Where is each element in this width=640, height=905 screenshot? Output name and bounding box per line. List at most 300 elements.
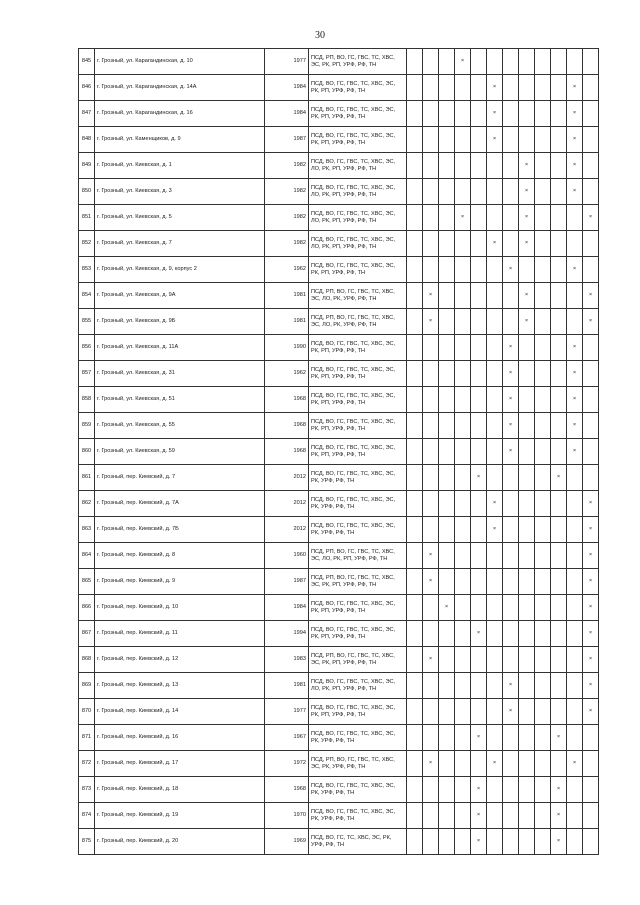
work-mark-cell	[567, 517, 583, 543]
work-mark-cell	[503, 257, 519, 283]
work-mark-cell	[551, 205, 567, 231]
works-list-cell: ПСД, ВО, ГС, ГВС, ТС, ХВС, ЭС, ЛО, РК, РП, УРФ, РФ, ТН	[309, 179, 407, 205]
work-mark-cell	[503, 361, 519, 387]
table-row	[79, 205, 599, 231]
page-number: 30	[315, 30, 325, 41]
work-mark-cell	[423, 49, 439, 75]
works-list-cell: ПСД, ВО, ГС, ГВС, ТС, ХВС, ЭС, РК, РП, УРФ, РФ, ТН	[309, 595, 407, 621]
work-mark-cell	[471, 205, 487, 231]
work-mark-cell	[439, 179, 455, 205]
checkmark-x-icon: ×	[588, 526, 593, 533]
address-cell: г. Грозный, пер. Киевский, д. 16	[95, 725, 265, 751]
address-cell: г. Грозный, пер. Киевский, д. 7Б	[95, 517, 265, 543]
work-mark-cell	[551, 699, 567, 725]
checkmark-x-icon: ×	[508, 448, 513, 455]
work-mark-cell	[487, 595, 503, 621]
works-list-cell: ПСД, ВО, ГС, ГВС, ТС, ХВС, ЭС, РК, УРФ, РФ, ТН	[309, 517, 407, 543]
year-cell: 1984	[265, 75, 309, 101]
work-mark-cell	[519, 283, 535, 309]
work-mark-cell	[423, 153, 439, 179]
work-mark-cell	[407, 829, 423, 855]
work-mark-cell	[551, 829, 567, 855]
work-mark-cell	[583, 725, 599, 751]
table-row	[79, 595, 599, 621]
work-mark-cell	[519, 751, 535, 777]
work-mark-cell	[407, 335, 423, 361]
work-mark-cell	[455, 205, 471, 231]
row-number-cell: 850	[79, 179, 95, 205]
work-mark-cell	[439, 621, 455, 647]
work-mark-cell	[487, 49, 503, 75]
address-cell: г. Грозный, ул. Киевская, д. 59	[95, 439, 265, 465]
work-mark-cell	[519, 543, 535, 569]
work-mark-cell	[439, 101, 455, 127]
checkmark-x-icon: ×	[572, 162, 577, 169]
year-cell: 1987	[265, 127, 309, 153]
works-list-cell: ПСД, ВО, ГС, ГВС, ТС, ХВС, ЭС, ЛО, РК, РП, УРФ, РФ, ТН	[309, 673, 407, 699]
work-mark-cell	[439, 127, 455, 153]
work-mark-cell	[471, 699, 487, 725]
work-mark-cell	[535, 465, 551, 491]
work-mark-cell	[455, 101, 471, 127]
table-row	[79, 647, 599, 673]
work-mark-cell	[471, 465, 487, 491]
work-mark-cell	[551, 803, 567, 829]
checkmark-x-icon: ×	[476, 812, 481, 819]
work-mark-cell	[487, 257, 503, 283]
work-mark-cell	[567, 595, 583, 621]
checkmark-x-icon: ×	[572, 110, 577, 117]
row-number-cell: 846	[79, 75, 95, 101]
work-mark-cell	[583, 699, 599, 725]
work-mark-cell	[439, 777, 455, 803]
housing-register-table	[78, 48, 599, 855]
table-row	[79, 49, 599, 75]
work-mark-cell	[583, 465, 599, 491]
work-mark-cell	[583, 75, 599, 101]
work-mark-cell	[471, 361, 487, 387]
work-mark-cell	[487, 179, 503, 205]
work-mark-cell	[487, 205, 503, 231]
work-mark-cell	[423, 101, 439, 127]
work-mark-cell	[567, 179, 583, 205]
checkmark-x-icon: ×	[428, 552, 433, 559]
work-mark-cell	[519, 387, 535, 413]
checkmark-x-icon: ×	[524, 188, 529, 195]
address-cell: г. Грозный, ул. Киевская, д. 55	[95, 413, 265, 439]
work-mark-cell	[471, 439, 487, 465]
work-mark-cell	[407, 101, 423, 127]
year-cell: 1981	[265, 309, 309, 335]
work-mark-cell	[439, 283, 455, 309]
works-list-cell: ПСД, ВО, ГС, ГВС, ТС, ХВС, ЭС, РК, РП, УРФ, РФ, ТН	[309, 413, 407, 439]
work-mark-cell	[423, 179, 439, 205]
work-mark-cell	[439, 517, 455, 543]
work-mark-cell	[583, 361, 599, 387]
work-mark-cell	[567, 101, 583, 127]
work-mark-cell	[503, 803, 519, 829]
checkmark-x-icon: ×	[428, 292, 433, 299]
work-mark-cell	[455, 673, 471, 699]
work-mark-cell	[455, 829, 471, 855]
work-mark-cell	[551, 179, 567, 205]
row-number-cell: 845	[79, 49, 95, 75]
checkmark-x-icon: ×	[588, 500, 593, 507]
work-mark-cell	[487, 309, 503, 335]
checkmark-x-icon: ×	[572, 396, 577, 403]
work-mark-cell	[439, 803, 455, 829]
work-mark-cell	[487, 751, 503, 777]
work-mark-cell	[583, 647, 599, 673]
work-mark-cell	[471, 569, 487, 595]
year-cell: 1968	[265, 439, 309, 465]
work-mark-cell	[519, 413, 535, 439]
work-mark-cell	[583, 153, 599, 179]
address-cell: г. Грозный, пер. Киевский, д. 18	[95, 777, 265, 803]
row-number-cell: 870	[79, 699, 95, 725]
work-mark-cell	[567, 491, 583, 517]
work-mark-cell	[567, 699, 583, 725]
checkmark-x-icon: ×	[476, 786, 481, 793]
work-mark-cell	[519, 647, 535, 673]
work-mark-cell	[535, 647, 551, 673]
checkmark-x-icon: ×	[572, 422, 577, 429]
work-mark-cell	[471, 725, 487, 751]
work-mark-cell	[407, 803, 423, 829]
work-mark-cell	[407, 751, 423, 777]
address-cell: г. Грозный, ул. Киевская, д. 5	[95, 205, 265, 231]
work-mark-cell	[519, 257, 535, 283]
checkmark-x-icon: ×	[460, 214, 465, 221]
works-list-cell: ПСД, ВО, ГС, ГВС, ТС, ХВС, ЭС, ЛО, РК, РП, УРФ, РФ, ТН	[309, 231, 407, 257]
year-cell: 1968	[265, 413, 309, 439]
work-mark-cell	[535, 49, 551, 75]
row-number-cell: 875	[79, 829, 95, 855]
work-mark-cell	[535, 621, 551, 647]
work-mark-cell	[567, 387, 583, 413]
work-mark-cell	[407, 49, 423, 75]
checkmark-x-icon: ×	[524, 214, 529, 221]
checkmark-x-icon: ×	[428, 318, 433, 325]
checkmark-x-icon: ×	[492, 240, 497, 247]
work-mark-cell	[519, 595, 535, 621]
work-mark-cell	[583, 49, 599, 75]
work-mark-cell	[471, 491, 487, 517]
work-mark-cell	[407, 543, 423, 569]
table-row	[79, 465, 599, 491]
work-mark-cell	[551, 101, 567, 127]
work-mark-cell	[487, 127, 503, 153]
work-mark-cell	[535, 387, 551, 413]
works-list-cell: ПСД, РП, ВО, ГС, ГВС, ТС, ХВС, ЭС, РК, РП, УРФ, РФ, ТН	[309, 49, 407, 75]
checkmark-x-icon: ×	[572, 136, 577, 143]
checkmark-x-icon: ×	[572, 370, 577, 377]
work-mark-cell	[471, 127, 487, 153]
table-row	[79, 231, 599, 257]
work-mark-cell	[439, 205, 455, 231]
work-mark-cell	[471, 621, 487, 647]
checkmark-x-icon: ×	[588, 292, 593, 299]
work-mark-cell	[487, 439, 503, 465]
works-list-cell: ПСД, РП, ВО, ГС, ГВС, ТС, ХВС, ЭС, РК, УРФ, РФ, ТН	[309, 751, 407, 777]
work-mark-cell	[487, 647, 503, 673]
work-mark-cell	[503, 127, 519, 153]
row-number-cell: 865	[79, 569, 95, 595]
work-mark-cell	[503, 205, 519, 231]
work-mark-cell	[551, 153, 567, 179]
row-number-cell: 851	[79, 205, 95, 231]
work-mark-cell	[455, 777, 471, 803]
work-mark-cell	[439, 829, 455, 855]
work-mark-cell	[455, 491, 471, 517]
work-mark-cell	[407, 153, 423, 179]
row-number-cell: 863	[79, 517, 95, 543]
work-mark-cell	[407, 75, 423, 101]
work-mark-cell	[471, 387, 487, 413]
checkmark-x-icon: ×	[588, 318, 593, 325]
work-mark-cell	[407, 491, 423, 517]
work-mark-cell	[423, 673, 439, 699]
year-cell: 1972	[265, 751, 309, 777]
checkmark-x-icon: ×	[572, 188, 577, 195]
work-mark-cell	[455, 179, 471, 205]
work-mark-cell	[519, 153, 535, 179]
work-mark-cell	[407, 179, 423, 205]
work-mark-cell	[583, 673, 599, 699]
table-row	[79, 803, 599, 829]
work-mark-cell	[535, 439, 551, 465]
work-mark-cell	[503, 777, 519, 803]
work-mark-cell	[503, 231, 519, 257]
work-mark-cell	[407, 621, 423, 647]
works-list-cell: ПСД, ВО, ГС, ГВС, ТС, ХВС, ЭС, ЛО, РК, РП, УРФ, РФ, ТН	[309, 153, 407, 179]
row-number-cell: 847	[79, 101, 95, 127]
checkmark-x-icon: ×	[508, 370, 513, 377]
work-mark-cell	[471, 75, 487, 101]
work-mark-cell	[519, 231, 535, 257]
work-mark-cell	[439, 673, 455, 699]
works-list-cell: ПСД, ВО, ГС, ГВС, ТС, ХВС, ЭС, РК, УРФ, РФ, ТН	[309, 465, 407, 491]
table-row	[79, 153, 599, 179]
row-number-cell: 872	[79, 751, 95, 777]
work-mark-cell	[439, 491, 455, 517]
checkmark-x-icon: ×	[508, 422, 513, 429]
works-list-cell: ПСД, ВО, ГС, ГВС, ТС, ХВС, ЭС, РК, РП, УРФ, РФ, ТН	[309, 387, 407, 413]
work-mark-cell	[423, 829, 439, 855]
work-mark-cell	[535, 335, 551, 361]
work-mark-cell	[455, 153, 471, 179]
row-number-cell: 859	[79, 413, 95, 439]
work-mark-cell	[583, 413, 599, 439]
work-mark-cell	[423, 699, 439, 725]
work-mark-cell	[487, 621, 503, 647]
work-mark-cell	[551, 725, 567, 751]
year-cell: 2012	[265, 465, 309, 491]
work-mark-cell	[583, 777, 599, 803]
work-mark-cell	[423, 387, 439, 413]
work-mark-cell	[423, 335, 439, 361]
table-row	[79, 439, 599, 465]
works-list-cell: ПСД, ВО, ГС, ГВС, ТС, ХВС, ЭС, РК, РП, УРФ, РФ, ТН	[309, 439, 407, 465]
work-mark-cell	[551, 231, 567, 257]
work-mark-cell	[455, 309, 471, 335]
work-mark-cell	[519, 205, 535, 231]
checkmark-x-icon: ×	[508, 344, 513, 351]
work-mark-cell	[551, 387, 567, 413]
work-mark-cell	[535, 231, 551, 257]
work-mark-cell	[535, 595, 551, 621]
year-cell: 1983	[265, 647, 309, 673]
works-list-cell: ПСД, ВО, ГС, ТС, ХВС, ЭС, РК, УРФ, РФ, ТН	[309, 829, 407, 855]
work-mark-cell	[503, 751, 519, 777]
address-cell: г. Грозный, ул. Каменщиков, д. 9	[95, 127, 265, 153]
work-mark-cell	[423, 777, 439, 803]
address-cell: г. Грозный, пер. Киевский, д. 19	[95, 803, 265, 829]
work-mark-cell	[487, 153, 503, 179]
work-mark-cell	[487, 491, 503, 517]
work-mark-cell	[503, 309, 519, 335]
work-mark-cell	[455, 127, 471, 153]
checkmark-x-icon: ×	[428, 760, 433, 767]
work-mark-cell	[519, 673, 535, 699]
work-mark-cell	[567, 335, 583, 361]
work-mark-cell	[503, 413, 519, 439]
checkmark-x-icon: ×	[476, 838, 481, 845]
work-mark-cell	[455, 49, 471, 75]
work-mark-cell	[487, 101, 503, 127]
work-mark-cell	[423, 569, 439, 595]
work-mark-cell	[567, 361, 583, 387]
work-mark-cell	[503, 335, 519, 361]
work-mark-cell	[519, 439, 535, 465]
work-mark-cell	[583, 439, 599, 465]
work-mark-cell	[551, 257, 567, 283]
work-mark-cell	[535, 361, 551, 387]
work-mark-cell	[455, 803, 471, 829]
checkmark-x-icon: ×	[588, 656, 593, 663]
works-list-cell: ПСД, ВО, ГС, ГВС, ТС, ХВС, ЭС, РК, УРФ, РФ, ТН	[309, 491, 407, 517]
work-mark-cell	[535, 569, 551, 595]
work-mark-cell	[423, 725, 439, 751]
work-mark-cell	[583, 231, 599, 257]
work-mark-cell	[583, 257, 599, 283]
work-mark-cell	[519, 569, 535, 595]
work-mark-cell	[455, 517, 471, 543]
work-mark-cell	[535, 777, 551, 803]
works-list-cell: ПСД, ВО, ГС, ГВС, ТС, ХВС, ЭС, РК, РП, УРФ, РФ, ТН	[309, 101, 407, 127]
checkmark-x-icon: ×	[588, 604, 593, 611]
work-mark-cell	[567, 803, 583, 829]
work-mark-cell	[535, 543, 551, 569]
address-cell: г. Грозный, пер. Киевский, д. 12	[95, 647, 265, 673]
work-mark-cell	[551, 777, 567, 803]
work-mark-cell	[535, 205, 551, 231]
work-mark-cell	[487, 725, 503, 751]
work-mark-cell	[471, 335, 487, 361]
work-mark-cell	[471, 517, 487, 543]
table-row	[79, 517, 599, 543]
work-mark-cell	[471, 829, 487, 855]
table-row	[79, 127, 599, 153]
work-mark-cell	[583, 205, 599, 231]
work-mark-cell	[455, 751, 471, 777]
address-cell: г. Грозный, ул. Киевская, д. 9А	[95, 283, 265, 309]
checkmark-x-icon: ×	[508, 266, 513, 273]
year-cell: 1962	[265, 257, 309, 283]
checkmark-x-icon: ×	[524, 318, 529, 325]
work-mark-cell	[471, 595, 487, 621]
address-cell: г. Грозный, пер. Киевский, д. 17	[95, 751, 265, 777]
work-mark-cell	[407, 413, 423, 439]
work-mark-cell	[471, 231, 487, 257]
works-list-cell: ПСД, ВО, ГС, ГВС, ТС, ХВС, ЭС, РК, РП, УРФ, РФ, ТН	[309, 621, 407, 647]
checkmark-x-icon: ×	[524, 292, 529, 299]
work-mark-cell	[503, 829, 519, 855]
checkmark-x-icon: ×	[588, 630, 593, 637]
table-row	[79, 179, 599, 205]
work-mark-cell	[487, 231, 503, 257]
work-mark-cell	[407, 595, 423, 621]
work-mark-cell	[503, 439, 519, 465]
work-mark-cell	[567, 257, 583, 283]
works-list-cell: ПСД, ВО, ГС, ГВС, ТС, ХВС, ЭС, ЛО, РК, РП, УРФ, РФ, ТН	[309, 205, 407, 231]
address-cell: г. Грозный, пер. Киевский, д. 14	[95, 699, 265, 725]
work-mark-cell	[439, 413, 455, 439]
work-mark-cell	[583, 309, 599, 335]
work-mark-cell	[551, 413, 567, 439]
row-number-cell: 866	[79, 595, 95, 621]
work-mark-cell	[503, 283, 519, 309]
table-row	[79, 673, 599, 699]
work-mark-cell	[471, 153, 487, 179]
work-mark-cell	[439, 361, 455, 387]
works-list-cell: ПСД, РП, ВО, ГС, ГВС, ТС, ХВС, ЭС, РК, РП, УРФ, РФ, ТН	[309, 569, 407, 595]
work-mark-cell	[583, 283, 599, 309]
work-mark-cell	[407, 725, 423, 751]
address-cell: г. Грозный, пер. Киевский, д. 7	[95, 465, 265, 491]
work-mark-cell	[535, 673, 551, 699]
table-row	[79, 413, 599, 439]
checkmark-x-icon: ×	[460, 58, 465, 65]
year-cell: 1970	[265, 803, 309, 829]
work-mark-cell	[455, 699, 471, 725]
checkmark-x-icon: ×	[556, 474, 561, 481]
works-list-cell: ПСД, ВО, ГС, ГВС, ТС, ХВС, ЭС, РК, РП, УРФ, РФ, ТН	[309, 335, 407, 361]
row-number-cell: 849	[79, 153, 95, 179]
work-mark-cell	[487, 777, 503, 803]
work-mark-cell	[519, 465, 535, 491]
work-mark-cell	[439, 647, 455, 673]
address-cell: г. Грозный, пер. Киевский, д. 9	[95, 569, 265, 595]
work-mark-cell	[471, 413, 487, 439]
work-mark-cell	[487, 569, 503, 595]
checkmark-x-icon: ×	[588, 708, 593, 715]
work-mark-cell	[439, 569, 455, 595]
table-row	[79, 361, 599, 387]
works-list-cell: ПСД, РП, ВО, ГС, ГВС, ТС, ХВС, ЭС, РК, РП, УРФ, РФ, ТН	[309, 647, 407, 673]
work-mark-cell	[503, 647, 519, 673]
row-number-cell: 873	[79, 777, 95, 803]
work-mark-cell	[535, 153, 551, 179]
row-number-cell: 848	[79, 127, 95, 153]
work-mark-cell	[455, 465, 471, 491]
work-mark-cell	[567, 725, 583, 751]
work-mark-cell	[503, 569, 519, 595]
work-mark-cell	[487, 699, 503, 725]
year-cell: 1977	[265, 699, 309, 725]
work-mark-cell	[583, 127, 599, 153]
work-mark-cell	[455, 413, 471, 439]
